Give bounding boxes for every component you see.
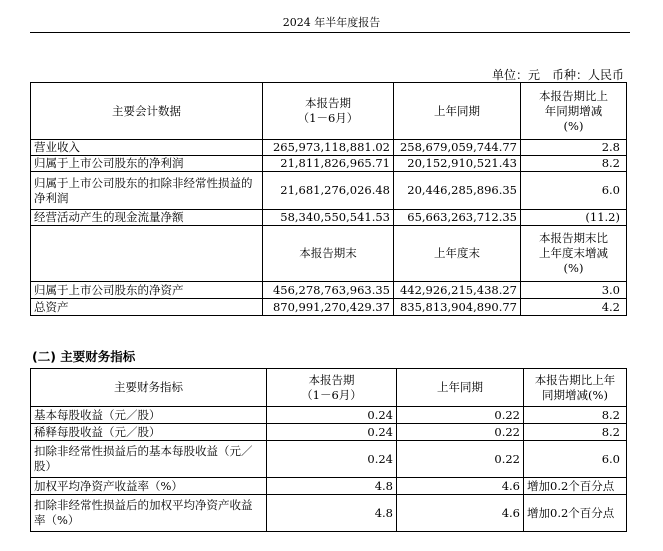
report-header-title: 2024 年半年度报告: [282, 16, 381, 29]
row-current-value: 21,811,826,965.71: [263, 156, 394, 172]
table-row: [31, 407, 627, 424]
row-change-value: 8.2: [524, 424, 627, 441]
row-label: 归属于上市公司股东的扣除非经常性损益的净利润: [31, 172, 263, 210]
row-label: 扣除非经常性损益后的加权平均净资产收益率（%）: [31, 495, 267, 532]
row-change-value: 8.2: [521, 156, 627, 172]
row-label: 基本每股收益（元／股）: [31, 407, 267, 424]
col-header-change: [521, 83, 627, 140]
row-label: 扣除非经常性损益后的基本每股收益（元／股）: [31, 441, 267, 478]
table-row: [31, 424, 627, 441]
col-header-prior-year-end: 上年度末: [394, 226, 521, 282]
table-row: [31, 478, 627, 495]
row-change-value: 4.2: [521, 299, 627, 316]
row-change-value: 6.0: [521, 172, 627, 210]
table-row: [31, 210, 627, 226]
row-label: 稀释每股收益（元／股）: [31, 424, 267, 441]
col-header-change-line3: (%): [563, 118, 584, 133]
table-subheader-row: [31, 226, 627, 282]
row-change-value: 增加0.2个百分点: [524, 478, 627, 495]
table-row: [31, 156, 627, 172]
col-header-prior-period: 上年同期: [394, 83, 521, 140]
row-label: 经营活动产生的现金流量净额: [31, 210, 263, 226]
col-header-current-period: [267, 369, 397, 407]
row-label: 加权平均净资产收益率（%）: [31, 478, 267, 495]
col-header-period-end-change-line2: 上年度末增减: [539, 246, 608, 260]
table-row: [31, 140, 627, 156]
row-label: 归属于上市公司股东的净利润: [31, 156, 263, 172]
table-row: [31, 172, 627, 210]
col-header-current-line2: （1－6月）: [301, 387, 362, 402]
col-header-change-line2: 同期增减(%): [542, 387, 608, 402]
col-header-period-end-change-line1: 本报告期末比: [539, 231, 608, 245]
header-divider: [30, 32, 630, 33]
row-prior-value: 4.6: [397, 478, 524, 495]
key-financial-indicators-table: [30, 368, 627, 532]
row-label: 营业收入: [31, 140, 263, 156]
table-row: [31, 441, 627, 478]
table-row: [31, 495, 627, 532]
row-prior-value: 0.22: [397, 407, 524, 424]
col-header-current-line1: 本报告期: [308, 372, 355, 387]
table-row: [31, 282, 627, 299]
row-prior-value: 258,679,059,744.77: [394, 140, 521, 156]
col-header-prior-period: 上年同期: [397, 369, 524, 407]
row-prior-value: 0.22: [397, 441, 524, 478]
row-current-value: 0.24: [267, 441, 397, 478]
table-header-row: [31, 369, 627, 407]
row-prior-value: 20,446,285,896.35: [394, 172, 521, 210]
row-current-value: 21,681,276,026.48: [263, 172, 394, 210]
col-header-change: [524, 369, 627, 407]
row-current-value: 265,973,118,881.02: [263, 140, 394, 156]
col-header-current-period: [263, 83, 394, 140]
row-label: 总资产: [31, 299, 263, 316]
row-prior-value: 65,663,263,712.35: [394, 210, 521, 226]
col-header-change-line1: 本报告期比上: [539, 88, 608, 103]
row-current-value: 58,340,550,541.53: [263, 210, 394, 226]
row-prior-value: 4.6: [397, 495, 524, 532]
table-header-row: [31, 83, 627, 140]
section-title-key-financial-indicators: (二) 主要财务指标: [32, 349, 136, 364]
col-header-period-end-change-line3: (%): [563, 261, 584, 275]
row-current-value: 4.8: [267, 495, 397, 532]
row-change-value: 增加0.2个百分点: [524, 495, 627, 532]
row-current-value: 0.24: [267, 407, 397, 424]
row-change-value: (11.2): [521, 210, 627, 226]
row-current-value: 456,278,763,963.35: [263, 282, 394, 299]
col-header-change-line2: 年同期增减: [544, 103, 603, 118]
col-header-current-line2: （1－6月）: [297, 111, 359, 125]
row-current-value: 0.24: [267, 424, 397, 441]
col-header-period-end-change: [521, 226, 627, 282]
col-header-change-line1: 本报告期比上年: [534, 372, 616, 387]
row-prior-value: 20,152,910,521.43: [394, 156, 521, 172]
row-change-value: 8.2: [524, 407, 627, 424]
row-change-value: 3.0: [521, 282, 627, 299]
row-prior-value: 442,926,215,438.27: [394, 282, 521, 299]
col-header-indicator: 主要财务指标: [31, 369, 267, 407]
key-accounting-data-table: [30, 82, 627, 316]
row-current-value: 870,991,270,429.37: [263, 299, 394, 316]
subheader-empty-cell: [31, 226, 263, 282]
row-prior-value: 835,813,904,890.77: [394, 299, 521, 316]
table-row: [31, 299, 627, 316]
unit-currency-line: 单位：元 币种：人民币: [491, 68, 624, 82]
row-change-value: 6.0: [524, 441, 627, 478]
col-header-item: 主要会计数据: [31, 83, 263, 140]
col-header-period-end: 本报告期末: [263, 226, 394, 282]
col-header-current-line1: 本报告期: [305, 96, 351, 110]
row-change-value: 2.8: [521, 140, 627, 156]
row-label: 归属于上市公司股东的净资产: [31, 282, 263, 299]
row-current-value: 4.8: [267, 478, 397, 495]
row-prior-value: 0.22: [397, 424, 524, 441]
